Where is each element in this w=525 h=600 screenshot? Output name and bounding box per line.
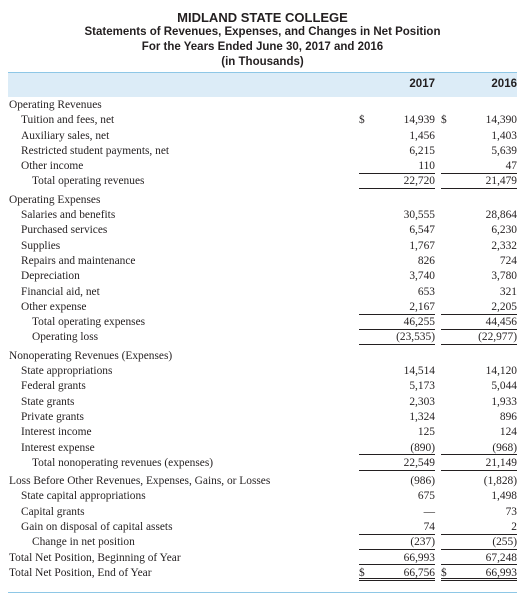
value-2016 [441,269,517,284]
statement-row [0,239,525,254]
value-text: 124 [499,426,517,439]
value-2016 [441,456,517,471]
value-text: 28,864 [485,209,517,222]
row-label: Other income [21,160,84,173]
statement-row [0,474,525,489]
value-text: 73 [505,505,517,518]
row-label: Operating Expenses [9,193,101,206]
value-text: 30,555 [403,209,435,222]
statement-header [0,0,525,70]
value-2017 [359,505,435,520]
statement-row [0,410,525,425]
statement-row [0,113,525,128]
value-text: (237) [410,536,435,549]
value-text: (23,535) [396,331,435,344]
value-text: 2,205 [491,300,517,313]
dollar-sign: $ [359,566,365,579]
value-text: 826 [417,254,435,267]
row-label: Operating loss [32,331,99,344]
value-text: 66,756 [403,566,435,579]
value-text: 1,498 [491,490,517,503]
organization-name: MIDLAND STATE COLLEGE [177,10,348,25]
value-text: 5,639 [491,144,517,157]
value-2017 [359,349,435,364]
statement-row [0,349,525,364]
statement-row [0,330,525,345]
value-2016 [441,349,517,364]
value-2017 [359,223,435,238]
value-2016 [441,223,517,238]
value-2017 [359,174,435,189]
value-2017 [359,113,435,128]
row-label: Restricted student payments, net [21,144,170,157]
statement-table [0,98,525,581]
row-label: Total Net Position, End of Year [9,566,152,579]
value-text: 5,173 [409,380,435,393]
value-2017 [359,129,435,144]
value-2016 [441,300,517,315]
value-text: 6,547 [409,224,435,237]
value-2016 [441,144,517,159]
row-label: Capital grants [21,505,85,518]
value-2017 [359,566,435,581]
row-label: Interest income [21,426,92,439]
value-2016 [441,315,517,330]
value-text: 2,332 [491,239,517,252]
value-2016 [441,98,517,113]
statement-row [0,193,525,208]
value-2016 [441,441,517,456]
value-2016 [441,535,517,550]
statement-row [0,144,525,159]
value-text: 2,167 [409,300,435,313]
bottom-rule [8,592,517,593]
statement-row [0,159,525,174]
value-text: (22,977) [478,331,517,344]
row-label: Supplies [21,239,61,252]
value-text: 44,456 [485,316,517,329]
value-2016 [441,254,517,269]
value-2016 [441,193,517,208]
statement-row [0,505,525,520]
value-text: 67,248 [485,551,517,564]
value-text: 66,993 [485,566,517,579]
row-label: Tuition and fees, net [21,114,115,127]
value-2017 [359,456,435,471]
statement-row [0,364,525,379]
value-text: 22,720 [403,175,435,188]
dollar-sign: $ [359,114,365,127]
value-2016 [441,129,517,144]
row-label: Purchased services [21,224,108,237]
value-2016 [441,174,517,189]
value-text: (1,828) [483,475,517,488]
statement-period: For the Years Ended June 30, 2017 and 2016 [141,41,384,53]
row-label: Operating Revenues [9,99,102,111]
statement-row [0,520,525,535]
value-text: 1,403 [491,129,517,142]
value-2017 [359,269,435,284]
value-2017 [359,98,435,113]
value-2016 [441,474,517,489]
value-text: 6,230 [491,224,517,237]
value-2016 [441,395,517,410]
statement-units: (in Thousands) [221,56,304,68]
value-text: 5,044 [491,380,517,393]
dollar-sign: $ [441,566,447,579]
value-text: 46,255 [403,316,435,329]
value-2016 [441,505,517,520]
value-text: (968) [492,441,517,454]
row-label: Gain on disposal of capital assets [21,521,173,534]
value-2017 [359,364,435,379]
value-text: 896 [499,410,517,423]
value-2016 [441,330,517,345]
value-2017 [359,395,435,410]
value-text: 74 [423,521,435,534]
value-text: 321 [499,285,517,298]
value-2016 [441,520,517,535]
value-2017 [359,330,435,345]
statement-row [0,269,525,284]
value-text: 14,514 [403,365,435,378]
value-2017 [359,474,435,489]
value-text: 14,120 [485,365,517,378]
row-label: Federal grants [21,380,86,393]
column-header-2017: 2017 [409,78,435,90]
value-2016 [441,489,517,504]
value-2016 [441,551,517,566]
value-2016 [441,113,517,128]
column-header-band [8,73,517,97]
statement-row [0,254,525,269]
row-label: State grants [21,395,75,408]
value-text: 22,549 [403,456,435,469]
value-text: 14,390 [485,114,517,127]
row-label: Salaries and benefits [21,209,116,222]
statement-row [0,300,525,315]
value-2017 [359,159,435,174]
value-text: 653 [417,285,435,298]
value-text: 110 [418,160,435,173]
statement-row [0,456,525,471]
value-text: 675 [417,490,435,503]
value-text: 2,303 [409,395,435,408]
value-text: 3,780 [491,270,517,283]
value-text: 66,993 [403,551,435,564]
value-2016 [441,285,517,300]
row-label: State capital appropriations [21,490,146,503]
row-label: State appropriations [21,365,113,378]
value-text: 47 [505,160,517,173]
value-2017 [359,300,435,315]
value-2017 [359,410,435,425]
value-2017 [359,285,435,300]
dollar-sign: $ [441,114,447,127]
row-label: Nonoperating Revenues (Expenses) [9,349,173,362]
row-label: Total Net Position, Beginning of Year [9,551,181,564]
value-2017 [359,315,435,330]
row-label: Total nonoperating revenues (expenses) [32,456,214,469]
value-2017 [359,144,435,159]
value-text: 21,149 [485,456,517,469]
value-2016 [441,239,517,254]
row-label: Auxiliary sales, net [21,129,110,142]
value-text: 724 [499,254,517,267]
value-2016 [441,379,517,394]
statement-row [0,489,525,504]
statement-row [0,98,525,113]
value-text: 1,933 [491,395,517,408]
statement-row [0,315,525,330]
value-2017 [359,379,435,394]
statement-row [0,174,525,189]
statement-row [0,223,525,238]
row-label: Interest expense [21,441,95,454]
value-text: 14,939 [403,114,435,127]
value-2017 [359,425,435,440]
value-text: (255) [492,536,517,549]
value-2017 [359,489,435,504]
row-label: Change in net position [32,536,135,549]
value-text: 1,767 [409,239,435,252]
value-2017 [359,520,435,535]
value-2016 [441,364,517,379]
value-text: 6,215 [409,144,435,157]
statement-row [0,535,525,550]
statement-row [0,395,525,410]
value-text: 2 [511,521,517,534]
statement-row [0,379,525,394]
value-2017 [359,551,435,566]
row-label: Repairs and maintenance [21,254,136,267]
value-text: 21,479 [485,175,517,188]
value-2016 [441,566,517,581]
statement-row [0,551,525,566]
value-text: — [423,505,435,518]
value-2016 [441,159,517,174]
statement-row [0,285,525,300]
value-2017 [359,441,435,456]
value-text: (986) [410,475,435,488]
value-text: 125 [417,426,435,439]
row-label: Other expense [21,300,87,313]
value-2017 [359,535,435,550]
statement-row [0,129,525,144]
row-label: Private grants [21,410,84,423]
value-2017 [359,193,435,208]
statement-row [0,441,525,456]
statement-row [0,566,525,581]
value-2017 [359,208,435,223]
statement-row [0,208,525,223]
value-text: 1,456 [409,129,435,142]
row-label: Depreciation [21,270,80,283]
value-text: (890) [410,441,435,454]
value-2017 [359,239,435,254]
statement-row [0,425,525,440]
value-2016 [441,208,517,223]
column-header-2016: 2016 [491,78,517,90]
value-2017 [359,254,435,269]
row-label: Total operating revenues [32,175,145,188]
value-2016 [441,410,517,425]
row-label: Total operating expenses [32,316,146,329]
row-label: Loss Before Other Revenues, Expenses, Gains, or Losses [9,475,271,488]
value-text: 3,740 [409,270,435,283]
statement-title: Statements of Revenues, Expenses, and Changes in Net Position [84,26,441,38]
row-label: Financial aid, net [21,285,100,298]
value-2016 [441,425,517,440]
value-text: 1,324 [409,410,435,423]
